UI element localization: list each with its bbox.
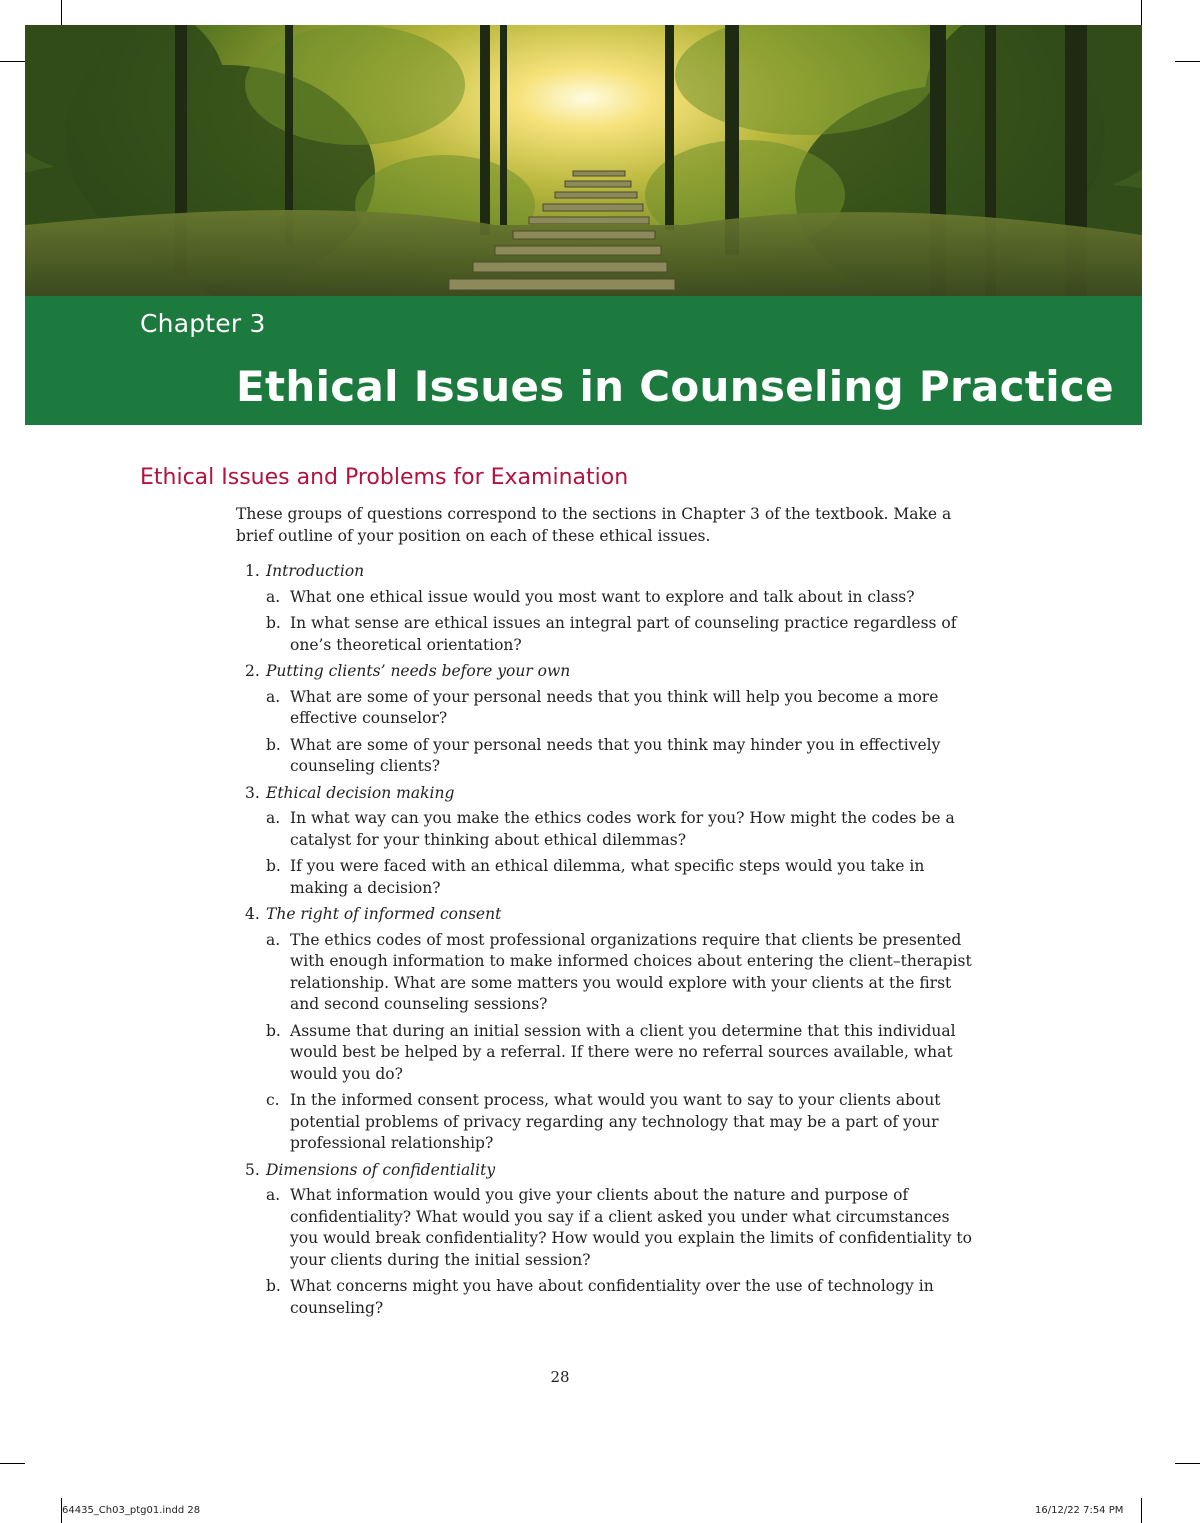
crop-mark (1175, 1463, 1200, 1464)
page-number: 28 (550, 1368, 570, 1386)
sub-question-list (266, 930, 981, 1155)
sub-question-letter: b. (266, 1277, 281, 1295)
sub-question (266, 1021, 981, 1086)
sub-question (266, 1090, 981, 1155)
section-heading: Ethical Issues and Problems for Examination (140, 465, 629, 490)
chapter-label: Chapter 3 (140, 309, 266, 338)
question-number: 2. (245, 662, 260, 680)
question-group (236, 783, 981, 900)
crop-mark (1175, 61, 1200, 62)
sub-question (266, 735, 981, 778)
sub-question-text: In what way can you make the ethics codes work for you? How might the codes be a catalyst for your thinking about ethical dilemmas? (290, 809, 955, 849)
sub-question-text: In what sense are ethical issues an integral part of counseling practice regardless of one’s theoretical orientation? (290, 614, 957, 654)
question-title: Dimensions of confidentiality (266, 1160, 496, 1179)
intro-paragraph: These groups of questions correspond to the sections in Chapter 3 of the textbook. Make a brief outline of your position on each of these ethical issues. (236, 505, 952, 545)
sub-question-text: What are some of your personal needs that you think may hinder you in effectively counseling clients? (290, 735, 941, 775)
sub-question-text: In the informed consent process, what would you want to say to your clients about potential problems of privacy regarding any technology that may be a part of your professional relationship? (290, 1091, 941, 1152)
question-number: 1. (245, 562, 260, 580)
question-group (236, 1160, 981, 1320)
question-title: Introduction (266, 562, 365, 580)
sub-question (266, 1276, 981, 1319)
sub-question (266, 930, 981, 1016)
question-group (236, 561, 981, 656)
crop-mark (1141, 0, 1142, 25)
sub-question (266, 613, 981, 656)
sub-question-list (266, 1185, 981, 1319)
print-slug-date: 16/12/22 7:54 PM (1035, 1505, 1124, 1516)
sub-question (266, 856, 981, 899)
sub-question-letter: a. (266, 687, 281, 706)
sub-question-letter: b. (266, 735, 281, 754)
sub-question-letter: c. (266, 1091, 280, 1109)
crop-mark (61, 0, 62, 25)
sub-question-text: What are some of your personal needs that you think will help you become a more effective counselor? (290, 687, 939, 727)
sub-question-text: Assume that during an initial session with a client you determine that this individual would best be helped by a referral. If there were no referral sources available, what would you do? (290, 1021, 956, 1083)
sub-question-list (266, 587, 981, 657)
sub-question-letter: a. (266, 930, 281, 949)
question-list (236, 561, 981, 1319)
sub-question (266, 687, 981, 730)
question-title: Putting clients’ needs before your own (266, 662, 571, 680)
question-content (236, 504, 981, 1324)
sub-question (266, 808, 981, 851)
chapter-title: Ethical Issues in Counseling Practice (236, 362, 1114, 411)
forest-stairs-photo (25, 25, 1142, 297)
sub-question-letter: a. (266, 1186, 281, 1204)
sub-question-letter: b. (266, 614, 281, 632)
sub-question (266, 1185, 981, 1271)
crop-mark (0, 1463, 25, 1464)
question-group (236, 661, 981, 778)
sub-question-text: What information would you give your clients about the nature and purpose of confidentiality? What would you say if a client asked you under what circumstances you would break confidentiality? How would you explain the limits of confidentiality to your clients during the initial session? (290, 1186, 972, 1269)
crop-mark (0, 61, 25, 62)
sub-question (266, 587, 981, 609)
sub-question-letter: a. (266, 587, 281, 606)
print-slug-file: 64435_Ch03_ptg01.indd 28 (62, 1505, 201, 1516)
sub-question-text: What concerns might you have about confidentiality over the use of technology in counseling? (290, 1277, 934, 1317)
sub-question-letter: b. (266, 857, 281, 875)
sub-question-list (266, 808, 981, 899)
question-group (236, 904, 981, 1155)
sub-question-text: The ethics codes of most professional organizations require that clients be presented with enough information to make informed choices about entering the client–therapist relationship. What are some matters you would explore with your clients at the first and second counseling sessions? (290, 930, 972, 1013)
question-number: 3. (245, 783, 260, 802)
question-title: Ethical decision making (266, 783, 455, 802)
crop-mark (1141, 1498, 1142, 1523)
sub-question-text: If you were faced with an ethical dilemma, what specific steps would you take in making a decision? (290, 857, 925, 897)
question-number: 4. (245, 905, 260, 923)
sub-question-letter: a. (266, 809, 281, 827)
question-title: The right of informed consent (266, 905, 502, 923)
sub-question-text: What one ethical issue would you most want to explore and talk about in class? (290, 587, 915, 606)
sub-question-letter: b. (266, 1021, 281, 1040)
sub-question-list (266, 687, 981, 778)
question-number: 5. (245, 1160, 260, 1179)
